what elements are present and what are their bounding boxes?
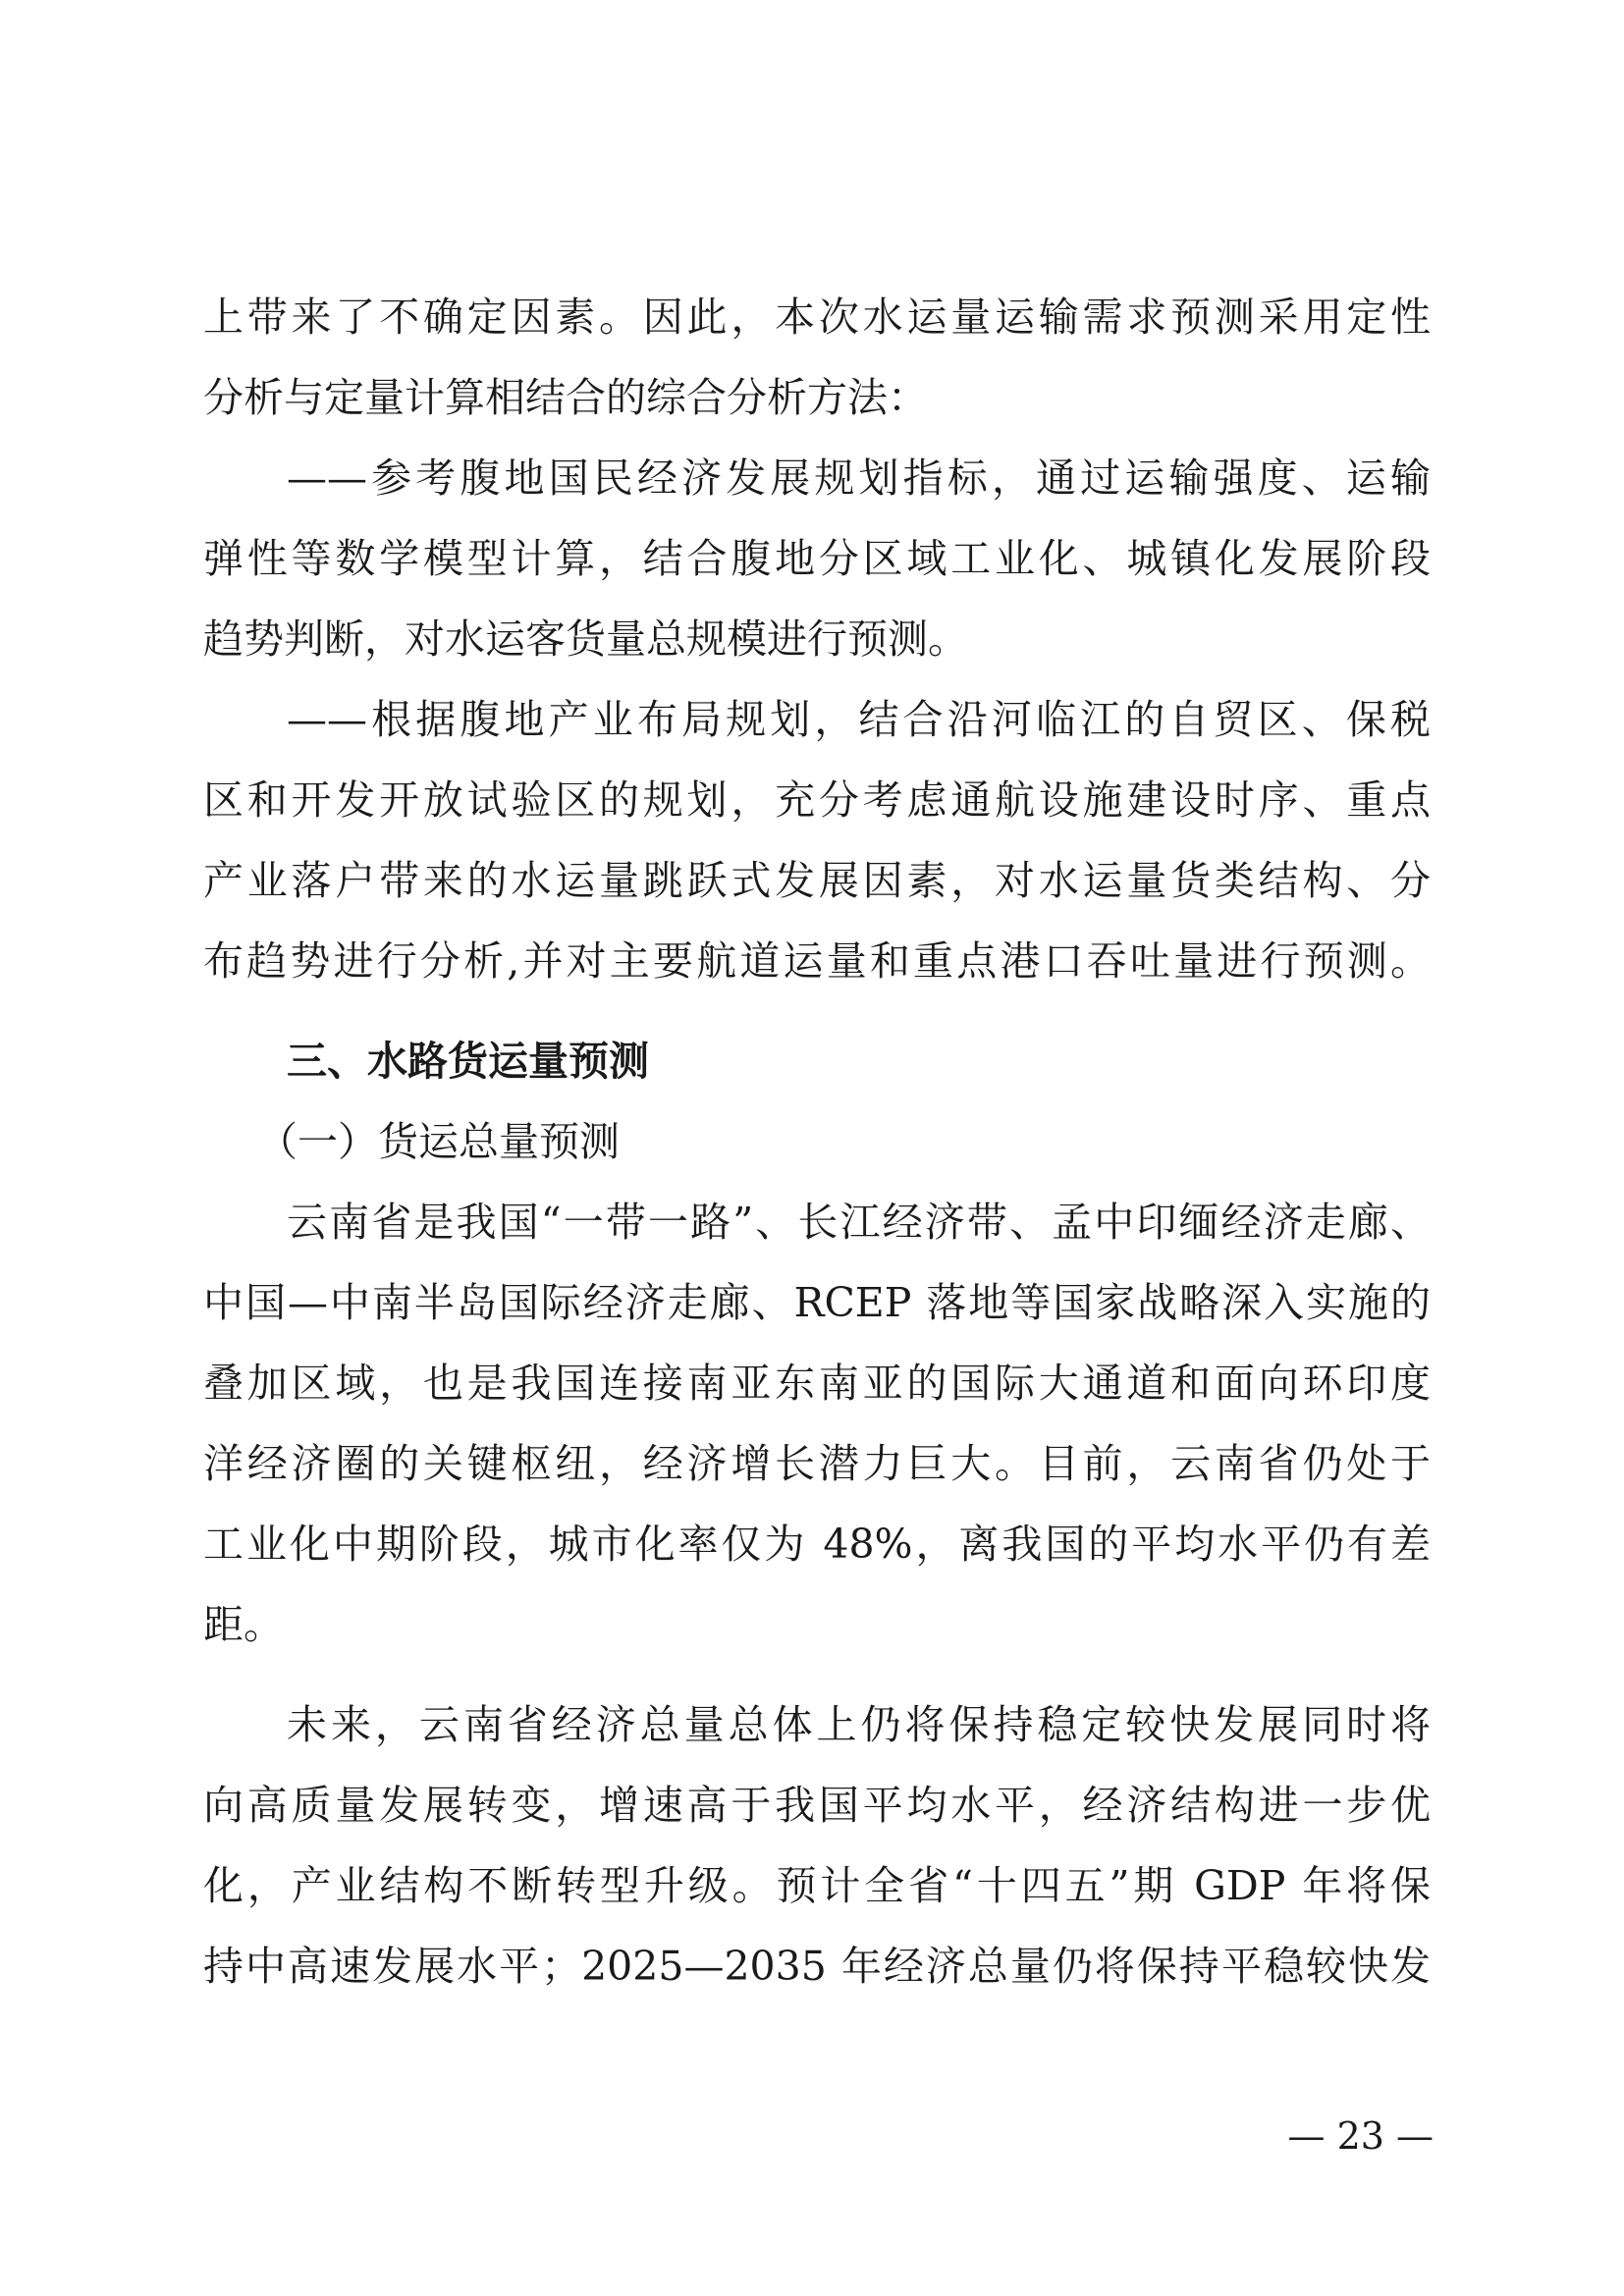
paragraph-2-line-1: ——参考腹地国民经济发展规划指标，通过运输强度、运输 (287, 454, 1431, 502)
section-heading: 三、水路货运量预测 (287, 1038, 649, 1085)
paragraph-1-line-2: 分析与定量计算相结合的综合分析方法： (203, 374, 928, 421)
paragraph-5-line-2: 向高质量发展转变，增速高于我国平均水平，经济结构进一步优 (203, 1782, 1431, 1829)
paragraph-2-line-2: 弹性等数学模型计算，结合腹地分区域工业化、城镇化发展阶段 (203, 535, 1431, 582)
paragraph-3-line-4: 布趋势进行分析,并对主要航道运量和重点港口吞吐量进行预测。 (203, 937, 1431, 985)
paragraph-5-line-4: 持中高速发展水平；2025—2035 年经济总量仍将保持平稳较快发 (203, 1943, 1431, 1990)
paragraph-5-line-1: 未来，云南省经济总量总体上仍将保持稳定较快发展同时将 (287, 1701, 1431, 1748)
subsection-heading: （一）货运总量预测 (257, 1118, 620, 1165)
paragraph-5-line-3: 化，产业结构不断转型升级。预计全省“十四五”期 GDP 年将保 (203, 1862, 1431, 1909)
paragraph-4-line-3: 叠加区域，也是我国连接南亚东南亚的国际大通道和面向环印度 (203, 1360, 1431, 1407)
paragraph-1-line-1: 上带来了不确定因素。因此，本次水运量运输需求预测采用定性 (203, 294, 1431, 341)
paragraph-4-line-4: 洋经济圈的关键枢纽，经济增长潜力巨大。目前，云南省仍处于 (203, 1440, 1431, 1487)
paragraph-3-line-3: 产业落户带来的水运量跳跃式发展因素，对水运量货类结构、分 (203, 857, 1431, 904)
paragraph-4-line-5: 工业化中期阶段，城市化率仅为 48%，离我国的平均水平仍有差 (203, 1521, 1431, 1568)
paragraph-4-line-6: 距。 (203, 1601, 284, 1648)
paragraph-3-line-2: 区和开发开放试验区的规划，充分考虑通航设施建设时序、重点 (203, 776, 1431, 824)
paragraph-2-line-3: 趋势判断，对水运客货量总规模进行预测。 (203, 615, 968, 663)
paragraph-4-line-2: 中国—中南半岛国际经济走廊、RCEP 落地等国家战略深入实施的 (203, 1279, 1431, 1326)
paragraph-4-line-1: 云南省是我国“一带一路”、长江经济带、孟中印缅经济走廊、 (287, 1199, 1431, 1246)
paragraph-3-line-1: ——根据腹地产业布局规划，结合沿河临江的自贸区、保税 (287, 696, 1431, 743)
page-number: — 23 — (1287, 2114, 1434, 2158)
